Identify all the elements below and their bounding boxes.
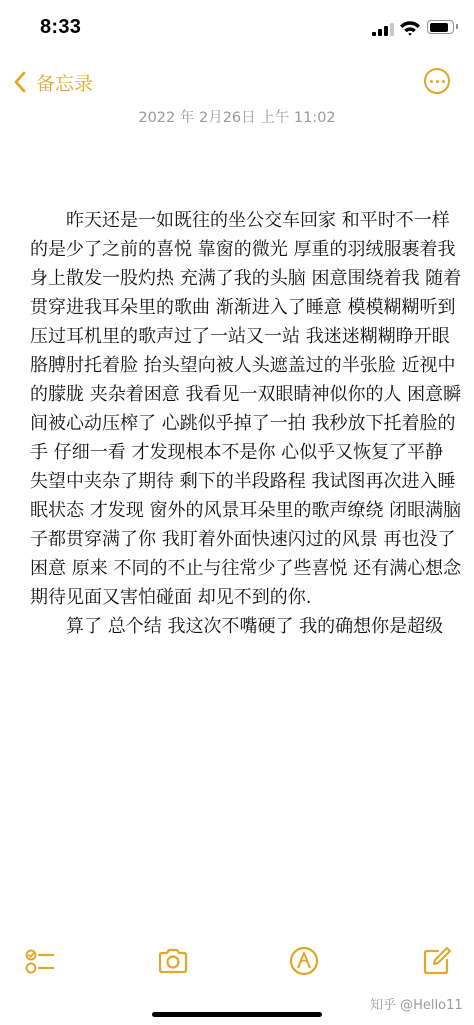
compose-icon xyxy=(420,944,454,978)
note-body[interactable] xyxy=(30,206,462,641)
camera-icon xyxy=(156,944,190,978)
checklist-button[interactable] xyxy=(22,944,56,978)
markup-button[interactable] xyxy=(287,944,321,978)
compose-button[interactable] xyxy=(420,944,454,978)
battery-icon xyxy=(427,20,454,34)
status-time: 8:33 xyxy=(40,16,82,38)
back-button[interactable] xyxy=(12,66,93,98)
checklist-icon xyxy=(22,944,56,978)
wifi-icon xyxy=(399,19,421,37)
watermark: 知乎 @Hello11 xyxy=(370,998,463,1013)
note-date: 2022 年 2月26日 上午 11:02 xyxy=(138,110,336,126)
more-options-button[interactable] xyxy=(424,68,450,94)
ellipsis-circle-icon xyxy=(430,80,433,83)
cellular-signal-icon xyxy=(372,22,394,36)
status-bar xyxy=(0,0,474,58)
back-button-label: 备忘录 xyxy=(36,72,94,95)
home-indicator[interactable] xyxy=(152,1012,322,1017)
note-paragraph: 算了 总个结 我这次不嘴硬了 我的确想你是超级 xyxy=(66,616,444,637)
chevron-left-icon xyxy=(12,70,28,94)
camera-button[interactable] xyxy=(156,944,190,978)
markup-pen-icon xyxy=(287,944,321,978)
note-paragraph: 昨天还是一如既往的坐公交车回家 和平时不一样的是少了之前的喜悦 靠窗的微光 厚重的羽绒服裹着我 身上散发一股灼热 充满了我的头脑 困意围绕着我 随着贯穿进我耳朵里的歌曲 渐渐进入了睡意 模模糊糊听到压过耳机里的歌声过了一站又一站 我迷迷糊糊睁开眼 胳膊肘托着脸 抬头望向被人头遮盖过的半张脸 近视中的朦胧 夹杂着困意 我看见一双眼睛神似你的人 困意瞬间被心动压榨了 心跳似乎掉了一拍 我秒放下托着脸的手 仔细一看 才发现根本不是你 心似乎又恢复了平静 失望中夹杂了期待 剩下的半段路程 我试图再次进入睡眠状态 才发现 窗外的风景耳朵里的歌声缭绕 闭眼满脑子都贯穿满了你 我盯着外面快速闪过的风景 再也没了困意 原来 不同的不止与往常少了些喜悦 还有满心想念 期待见面又害怕碰面 却见不到的你. xyxy=(30,210,462,608)
